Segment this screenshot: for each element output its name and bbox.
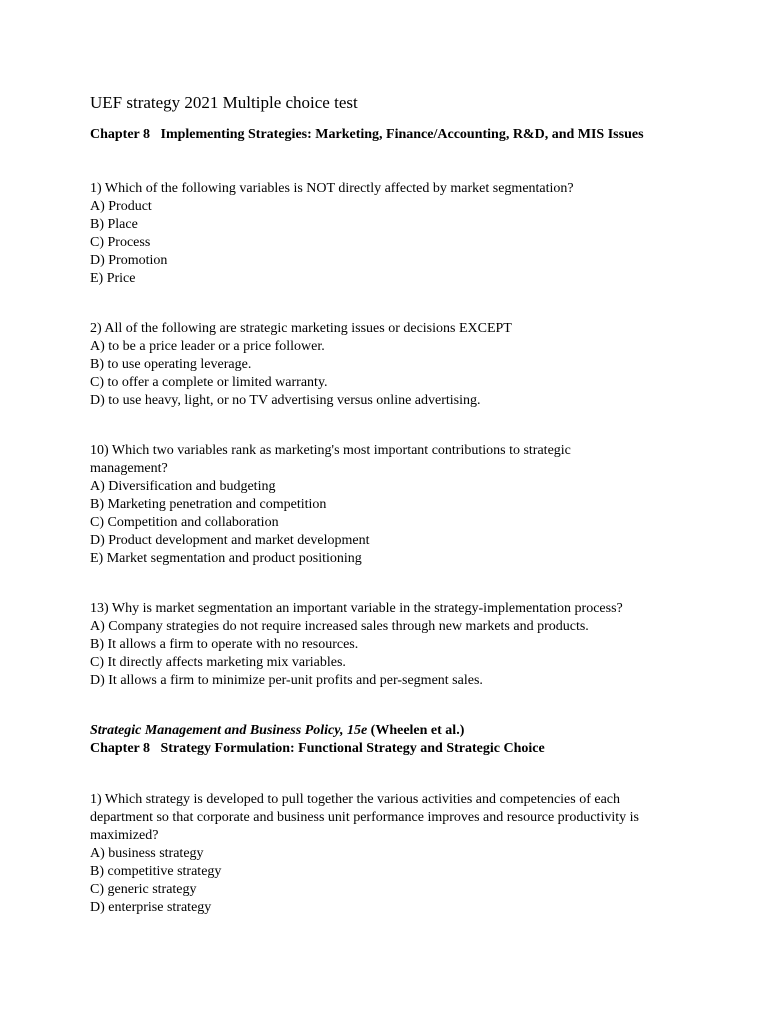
answer-option: A) Product <box>90 199 152 214</box>
question-text: 1) Which strategy is developed to pull together the various activities and competencies of each department so that corporate and business unit performance improves and resource productivity is maximized? <box>90 792 639 843</box>
answer-option: B) to use operating leverage. <box>90 357 252 372</box>
answer-option: B) competitive strategy <box>90 864 222 879</box>
answer-option: C) It directly affects marketing mix variables. <box>90 655 346 670</box>
answer-option: D) It allows a firm to minimize per-unit profits and per-segment sales. <box>90 673 483 688</box>
answer-option: B) It allows a firm to operate with no resources. <box>90 637 359 652</box>
book-title <box>90 722 690 740</box>
answer-option: C) Competition and collaboration <box>90 515 279 530</box>
question-text: 13) Why is market segmentation an important variable in the strategy-implementation process? <box>90 601 623 616</box>
answer-option: C) to offer a complete or limited warranty. <box>90 375 328 390</box>
answer-option: A) Diversification and budgeting <box>90 479 276 494</box>
answer-option: A) Company strategies do not require increased sales through new markets and products. <box>90 619 589 634</box>
chapter-heading-2: Chapter 8 Strategy Formulation: Functional Strategy and Strategic Choice <box>90 741 545 756</box>
answer-option: D) enterprise strategy <box>90 900 212 915</box>
answer-option: C) Process <box>90 235 151 250</box>
document-title: UEF strategy 2021 Multiple choice test <box>90 93 358 112</box>
chapter-heading-1: Chapter 8 Implementing Strategies: Marketing, Finance/Accounting, R&D, and MIS Issues <box>90 127 644 142</box>
answer-option: B) Place <box>90 217 138 232</box>
question-13 <box>90 600 690 690</box>
answer-option: E) Price <box>90 271 136 286</box>
answer-option: A) business strategy <box>90 846 204 861</box>
answer-option: C) generic strategy <box>90 882 197 897</box>
book-title-authors: (Wheelen et al.) <box>367 723 465 738</box>
question-2 <box>90 320 512 410</box>
answer-option: D) Promotion <box>90 253 168 268</box>
answer-option: D) Product development and market development <box>90 533 370 548</box>
question-text: 2) All of the following are strategic marketing issues or decisions EXCEPT <box>90 321 512 336</box>
answer-option: A) to be a price leader or a price follower. <box>90 339 325 354</box>
question-10 <box>90 442 620 568</box>
question-1 <box>90 180 574 288</box>
answer-option: B) Marketing penetration and competition <box>90 497 327 512</box>
question-text: 10) Which two variables rank as marketing's most important contributions to strategic management? <box>90 443 571 476</box>
question-1-wheelen <box>90 791 672 917</box>
question-text: 1) Which of the following variables is NOT directly affected by market segmentation? <box>90 181 574 196</box>
answer-option: E) Market segmentation and product positioning <box>90 551 362 566</box>
book-title-italic: Strategic Management and Business Policy, 15e <box>90 723 368 738</box>
document-page <box>90 92 690 915</box>
answer-option: D) to use heavy, light, or no TV advertising versus online advertising. <box>90 393 481 408</box>
